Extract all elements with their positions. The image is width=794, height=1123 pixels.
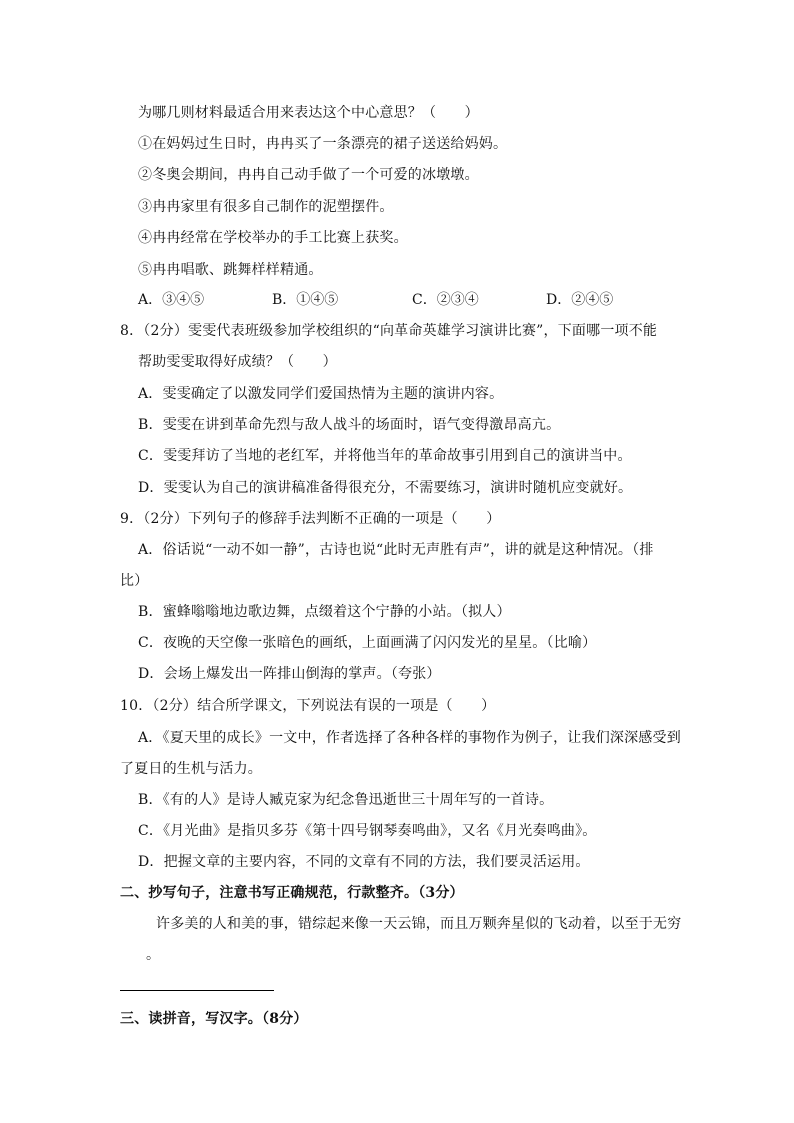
q10-option-b: B．《有的人》是诗人臧克家为纪念鲁迅逝世三十周年写的一首诗。: [138, 792, 554, 808]
q9-option-a-line2: 比）: [120, 573, 149, 589]
q9-option-b: B．蜜蜂嗡嗡地边歌边舞，点缀着这个宁静的小站。（拟人）: [138, 604, 511, 620]
copy-passage-line2: 。: [146, 947, 161, 963]
q7-option-b: B．①④⑤: [272, 292, 339, 308]
q7-material-2: ②冬奥会期间，冉冉自己动手做了一个可爱的冰墩墩。: [138, 167, 479, 183]
answer-writing-line: [120, 990, 274, 991]
q10-option-a-line2: 了夏日的生机与活力。: [120, 761, 262, 777]
q7-stem: 为哪几则材料最适合用来表达这个中心意思？（ ）: [138, 105, 479, 121]
q8-stem-line1: 8．（2分）雯雯代表班级参加学校组织的“向革命英雄学习演讲比赛”，下面哪一项不能: [120, 323, 658, 339]
section-3-heading: 三、读拼音，写汉字。（8分）: [120, 1011, 308, 1027]
q9-option-c: C．夜晚的天空像一张暗色的画纸，上面画满了闪闪发光的星星。（比喻）: [138, 635, 597, 651]
q8-option-d: D．雯雯认为自己的演讲稿准备得很充分，不需要练习，演讲时随机应变就好。: [138, 480, 633, 496]
q7-option-d: D．②④⑤: [546, 292, 614, 308]
q8-option-c: C．雯雯拜访了当地的老红军，并将他当年的革命故事引用到自己的演讲当中。: [138, 448, 632, 464]
copy-passage-line1: 许多美的人和美的事，错综起来像一天云锦，而且万颗奔星似的飞动着，以至于无穷: [156, 916, 682, 932]
section-2-heading: 二、抄写句子，注意书写正确规范，行款整齐。（3分）: [120, 885, 464, 901]
q7-material-4: ④冉冉经常在学校举办的手工比赛上获奖。: [138, 230, 408, 246]
q10-option-a-line1: A．《夏天里的成长》一文中，作者选择了各种各样的事物作为例子，让我们深深感受到: [138, 730, 681, 746]
q8-option-b: B．雯雯在讲到革命先烈与敌人战斗的场面时，语气变得激昂高亢。: [138, 417, 561, 433]
q10-option-d: D．把握文章的主要内容，不同的文章有不同的方法，我们要灵活运用。: [138, 854, 590, 870]
q9-stem: 9．（2分）下列句子的修辞手法判断不正确的一项是（ ）: [120, 511, 501, 527]
q8-stem-line2: 帮助雯雯取得好成绩？（ ）: [138, 354, 337, 370]
q9-option-d: D．会场上爆发出一阵排山倒海的掌声。（夸张）: [138, 666, 441, 682]
q10-option-c: C．《月光曲》是指贝多芬《第十四号钢琴奏鸣曲》，又名《月光奏鸣曲》。: [138, 823, 597, 839]
q9-option-a-line1: A．俗话说“一动不如一静”，古诗也说“此时无声胜有声”，讲的就是这种情况。（排: [138, 542, 654, 558]
q8-option-a: A．雯雯确定了以激发同学们爱国热情为主题的演讲内容。: [138, 386, 504, 402]
q7-material-1: ①在妈妈过生日时，冉冉买了一条漂亮的裙子送送给妈妈。: [138, 136, 508, 152]
q7-material-5: ⑤冉冉唱歌、跳舞样样精通。: [138, 262, 323, 278]
q7-material-3: ③冉冉家里有很多自己制作的泥塑摆件。: [138, 199, 394, 215]
q7-option-c: C．②③④: [412, 292, 479, 308]
q7-option-a: A．③④⑤: [138, 292, 205, 308]
q10-stem: 10．（2分）结合所学课文，下列说法有误的一项是（ ）: [120, 698, 496, 714]
